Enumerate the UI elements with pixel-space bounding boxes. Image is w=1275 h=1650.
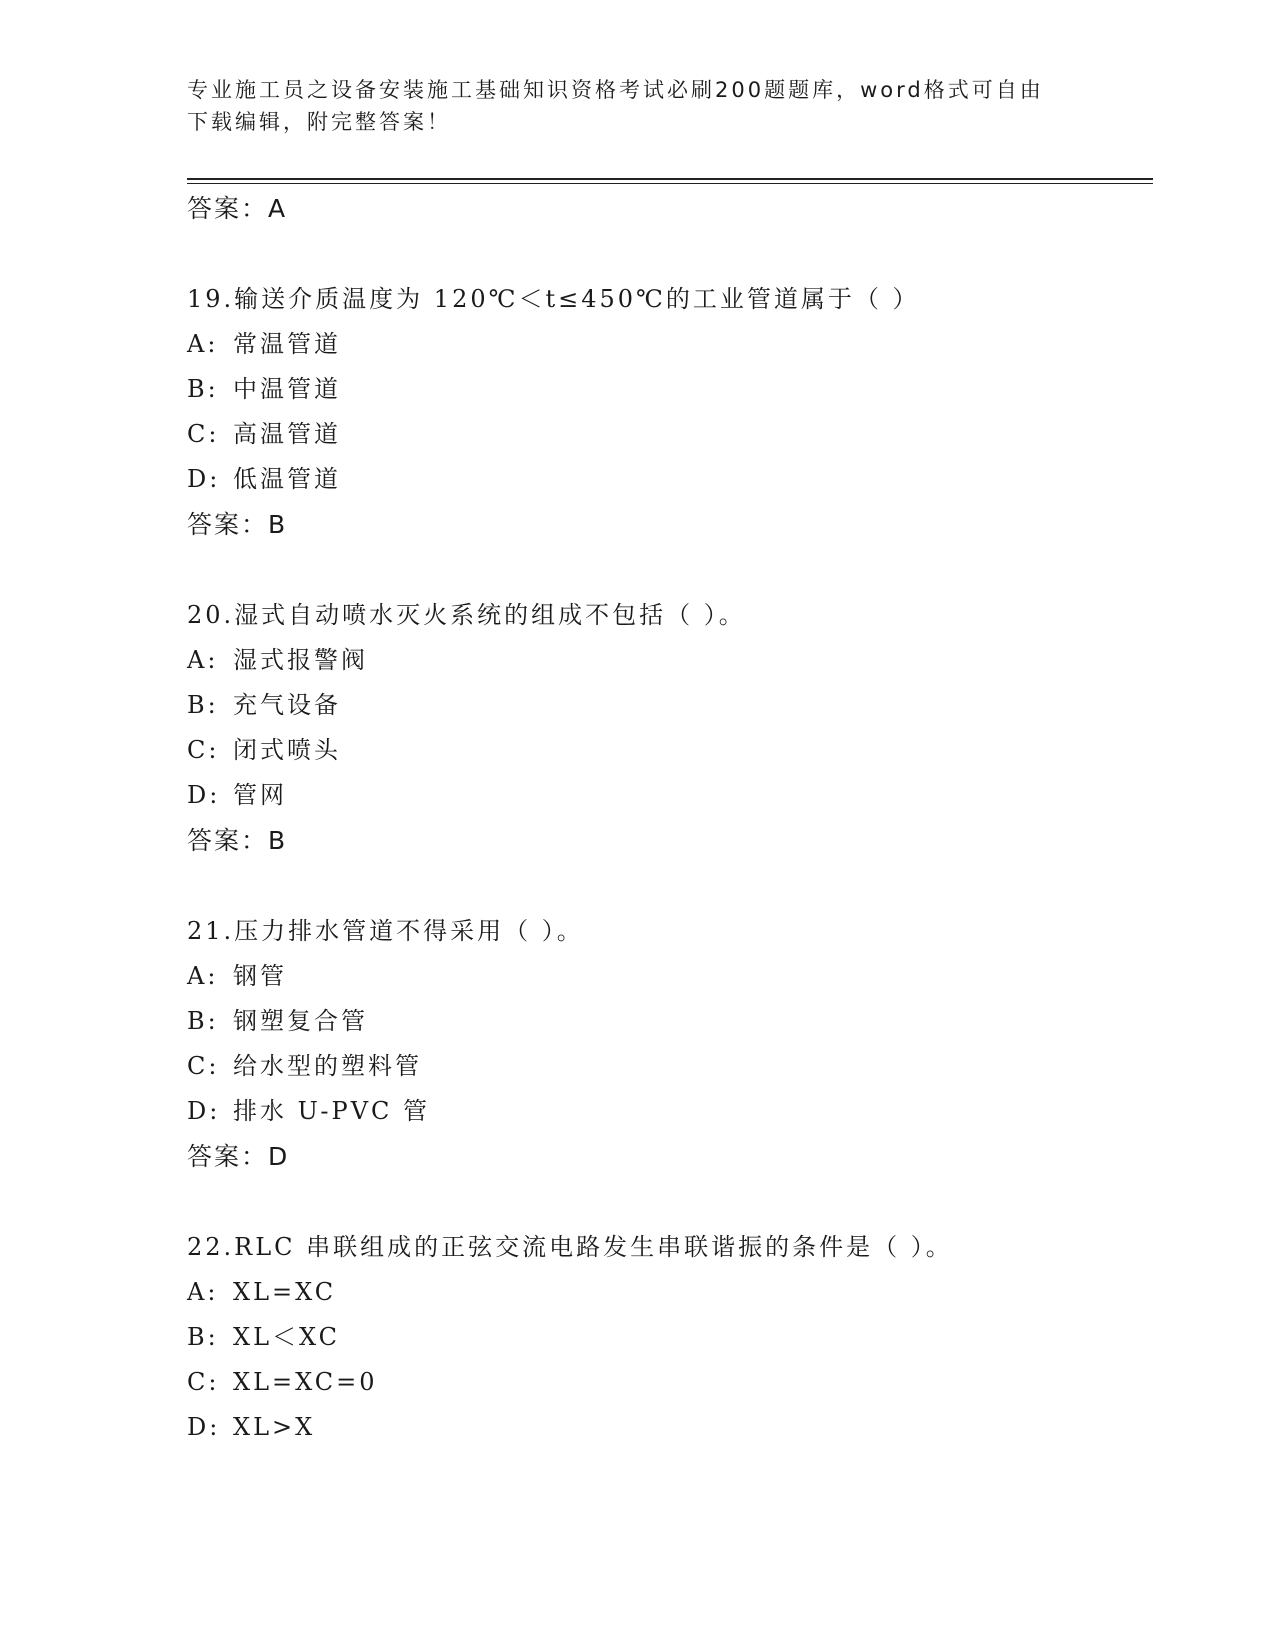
answer-21: 答案：D [187,1142,290,1171]
option-letter: D: [187,781,221,809]
question-20-option-d [187,778,287,812]
question-20-option-b [187,688,341,722]
question-19-option-c [187,417,341,451]
question-22-option-d [187,1410,315,1444]
header-rule [187,178,1153,180]
document-header: 专业施工员之设备安装施工基础知识资格考试必刷200题题库，word格式可自由下载编辑，附完整答案！ [187,78,1044,134]
question-19-option-b [187,372,341,406]
option-text: 钢塑复合管 [233,1007,368,1035]
option-letter: B: [187,1007,219,1035]
option-letter: A: [187,646,219,674]
question-21-option-b [187,1004,368,1038]
question-20-option-c [187,733,341,767]
question-21-option-d [187,1094,430,1128]
question-22-option-c [187,1365,378,1399]
question-22-option-a [187,1275,336,1309]
option-text: 闭式喷头 [233,736,341,764]
option-text: 给水型的塑料管 [233,1052,422,1080]
option-letter: A: [187,962,219,990]
question-21-option-a [187,959,287,993]
option-letter: D: [187,1413,221,1441]
option-letter: A: [187,330,219,358]
option-letter: B: [187,691,219,719]
question-20-title: 20.湿式自动喷水灭火系统的组成不包括（ ）。 [187,601,746,629]
option-letter: C: [187,420,220,448]
option-letter: C: [187,1052,220,1080]
option-text: 湿式报警阀 [233,646,368,674]
option-text: 常温管道 [233,330,341,358]
option-text: 低温管道 [233,465,341,493]
header-rule-thin [187,183,1153,184]
option-letter: B: [187,1323,219,1351]
option-letter: D: [187,1097,221,1125]
option-text: 中温管道 [233,375,341,403]
option-letter: C: [187,736,220,764]
option-text: 钢管 [233,962,287,990]
option-letter: D: [187,465,221,493]
option-text: XL=XC=0 [233,1368,378,1396]
question-22-title: 22.RLC 串联组成的正弦交流电路发生串联谐振的条件是（ ）。 [187,1233,953,1261]
question-20-option-a [187,643,368,677]
answer-19: 答案：B [187,510,288,539]
option-text: XL＜XC [233,1323,341,1351]
question-22-option-b [187,1320,340,1354]
option-text: 充气设备 [233,691,341,719]
option-text: 高温管道 [233,420,341,448]
question-21-title: 21.压力排水管道不得采用（ ）。 [187,917,584,945]
question-21-option-c [187,1049,422,1083]
question-19-option-a [187,327,341,361]
question-19-title: 19.输送介质温度为 120℃＜t≤450℃的工业管道属于（ ） [187,285,920,313]
answer-20: 答案：B [187,826,288,855]
answer-18: 答案：A [187,194,288,223]
option-text: XL=XC [233,1278,337,1306]
option-text: 排水 U-PVC 管 [233,1097,431,1125]
option-letter: B: [187,375,219,403]
option-letter: C: [187,1368,220,1396]
option-letter: A: [187,1278,219,1306]
question-19-option-d [187,462,341,496]
option-text: 管网 [233,781,287,809]
option-text: XL>X [233,1413,316,1441]
